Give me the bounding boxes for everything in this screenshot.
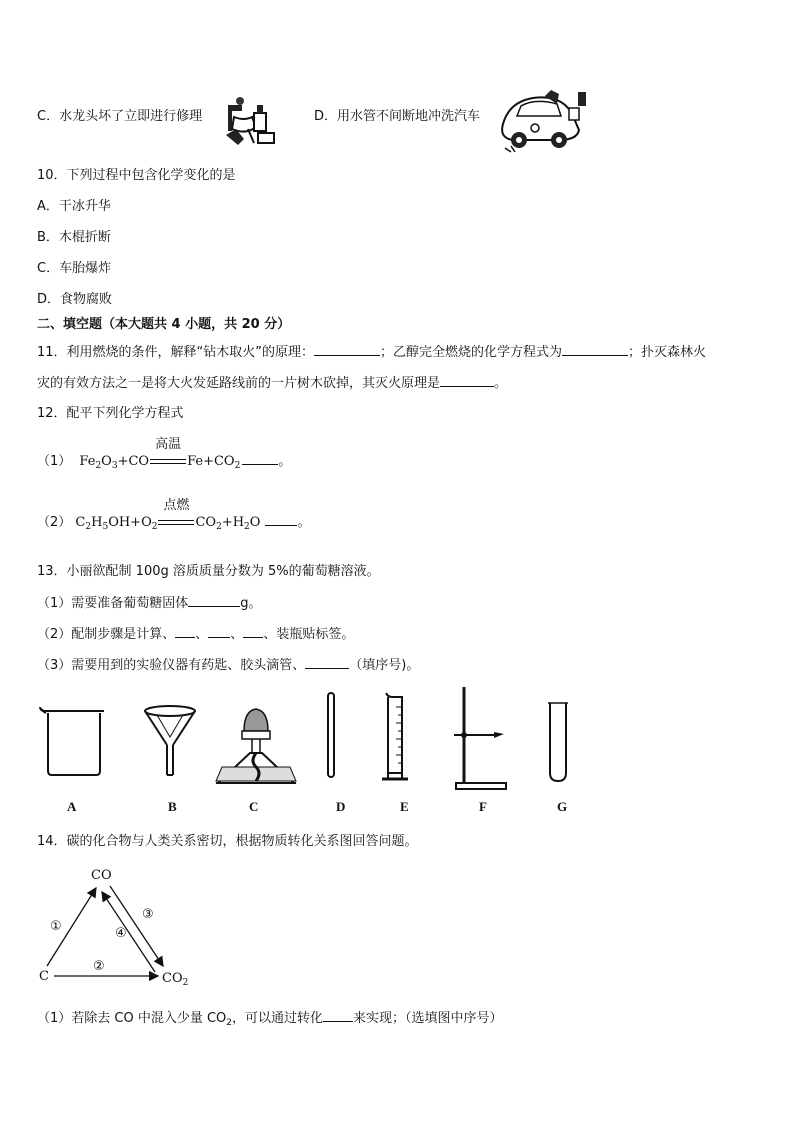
equation-1-reactants: $Fe_2O_3+CO$ (79, 454, 150, 471)
label-c: C (249, 799, 259, 814)
label-g: G (557, 799, 568, 814)
option-c-q9: C．水龙头坏了立即进行修理 (37, 109, 203, 124)
q13-sub-1 (37, 594, 262, 613)
q10-option-d: D．食物腐败 (37, 292, 113, 307)
q13-sub-3 (37, 656, 419, 675)
glass-rod-icon (328, 693, 334, 777)
apparatus-row (30, 683, 610, 795)
q12-blank-2[interactable] (265, 513, 297, 526)
section-heading: 二、填空题（本大题共 4 小题，共 20 分） (37, 317, 291, 332)
q14-sub-1-text-3: 来实现；（选填图中序号） (353, 1011, 503, 1026)
q11-text-4: 灾的有效方法之一是将大火发延路线前的一片树木砍掉，其灭火原理是 (37, 376, 441, 391)
equation-1-number: （1） (37, 454, 72, 469)
q13-sub-1-unit: g。 (240, 596, 262, 611)
arrow-label-2: ② (93, 959, 105, 974)
condition-ignite: 点燃 (163, 498, 190, 513)
q13-sub-2-text: （2）配制步骤是计算、 (37, 627, 176, 642)
node-co2: $CO_2$ (162, 971, 189, 988)
q11-blank-1[interactable] (314, 343, 380, 356)
q14-sub-1 (37, 1009, 503, 1028)
q13-sep-1: 、 (195, 627, 209, 642)
beaker-icon (40, 707, 104, 775)
iron-stand-icon (454, 687, 506, 789)
q14-blank-1[interactable] (323, 1009, 353, 1022)
q14-sub-1-text: （1）若除去 CO 中混入少量 CO (37, 1011, 227, 1026)
node-c: C (39, 969, 49, 984)
equation-1-period: 。 (278, 454, 292, 469)
arrow-label-3: ③ (142, 907, 154, 922)
label-d: D (336, 799, 346, 814)
equation-1-products: $Fe+CO_2$ (187, 454, 241, 471)
q10-option-a: A．干冰升华 (37, 199, 111, 214)
q13-blank-5[interactable] (305, 656, 349, 669)
q13-sub-3-text: （3）需要用到的实验仪器有药匙、胶头滴管、 (37, 658, 306, 673)
node-co: CO (91, 868, 112, 883)
equation-1-condition (150, 437, 186, 471)
q10-stem: 10．下列过程中包含化学变化的是 (37, 168, 236, 183)
graduated-cylinder-icon (382, 693, 408, 779)
q14-stem: 14．碳的化合物与人类关系密切，根据物质转化关系图回答问题。 (37, 834, 418, 849)
label-e: E (400, 799, 409, 814)
q11-blank-2[interactable] (562, 343, 628, 356)
option-d-q9: D．用水管不间断地冲洗汽车 (314, 109, 481, 124)
q12-blank-1[interactable] (242, 452, 278, 465)
q11-text-3: ；扑灭森林火 (628, 345, 707, 360)
q14-sub-1-subscript: 2 (226, 1018, 233, 1028)
condition-high-temperature: 高温 (155, 437, 182, 452)
car-washing-illustration (493, 86, 593, 156)
label-b: B (168, 799, 177, 814)
q13-stem: 13．小丽欲配制 100g 溶质质量分数为 5%的葡萄糖溶液。 (37, 564, 380, 579)
arrow-4 (102, 892, 155, 972)
q14-sub-1-text-2: ，可以通过转化 (232, 1011, 324, 1026)
q11-text-5: 。 (494, 376, 508, 391)
q13-blank-2[interactable] (175, 625, 195, 638)
q12-equation-1 (37, 437, 292, 471)
q13-sub-1-text: （1）需要准备葡萄糖固体 (37, 596, 189, 611)
q11-text-1: 11．利用燃烧的条件，解释“钻木取火”的原理： (37, 345, 315, 360)
equation-2-products: $CO_2+H_2O$ (195, 515, 261, 532)
q12-equation-2 (37, 498, 311, 532)
funnel-icon (145, 706, 195, 775)
q13-sub-3-end: （填序号)。 (349, 658, 420, 673)
label-f: F (479, 799, 487, 814)
q13-blank-1[interactable] (188, 594, 240, 607)
test-tube-icon (548, 703, 568, 781)
q13-sep-2: 、 (230, 627, 244, 642)
q11-blank-3[interactable] (440, 374, 494, 387)
equation-2-reactants: $C_2H_5OH+O_2$ (75, 515, 158, 532)
q11-line2 (37, 374, 507, 393)
equation-2-condition (158, 498, 194, 532)
q13-blank-3[interactable] (208, 625, 230, 638)
q13-sub-2 (37, 625, 354, 644)
arrow-label-1: ① (50, 919, 62, 934)
q13-blank-4[interactable] (243, 625, 263, 638)
equation-2-number: （2） (37, 515, 72, 530)
q10-option-b: B．木棍折断 (37, 230, 111, 245)
faucet-repair-illustration (220, 95, 280, 150)
q10-option-c: C．车胎爆炸 (37, 261, 112, 276)
alcohol-lamp-icon (216, 709, 296, 783)
q12-stem: 12．配平下列化学方程式 (37, 406, 184, 421)
q13-sub-2-end: 、装瓶贴标签。 (263, 627, 355, 642)
equation-2-period: 。 (297, 515, 311, 530)
q11-line1 (37, 343, 706, 362)
label-a: A (67, 799, 77, 814)
q11-text-2: ；乙醇完全燃烧的化学方程式为 (380, 345, 563, 360)
arrow-label-4: ④ (115, 926, 127, 941)
